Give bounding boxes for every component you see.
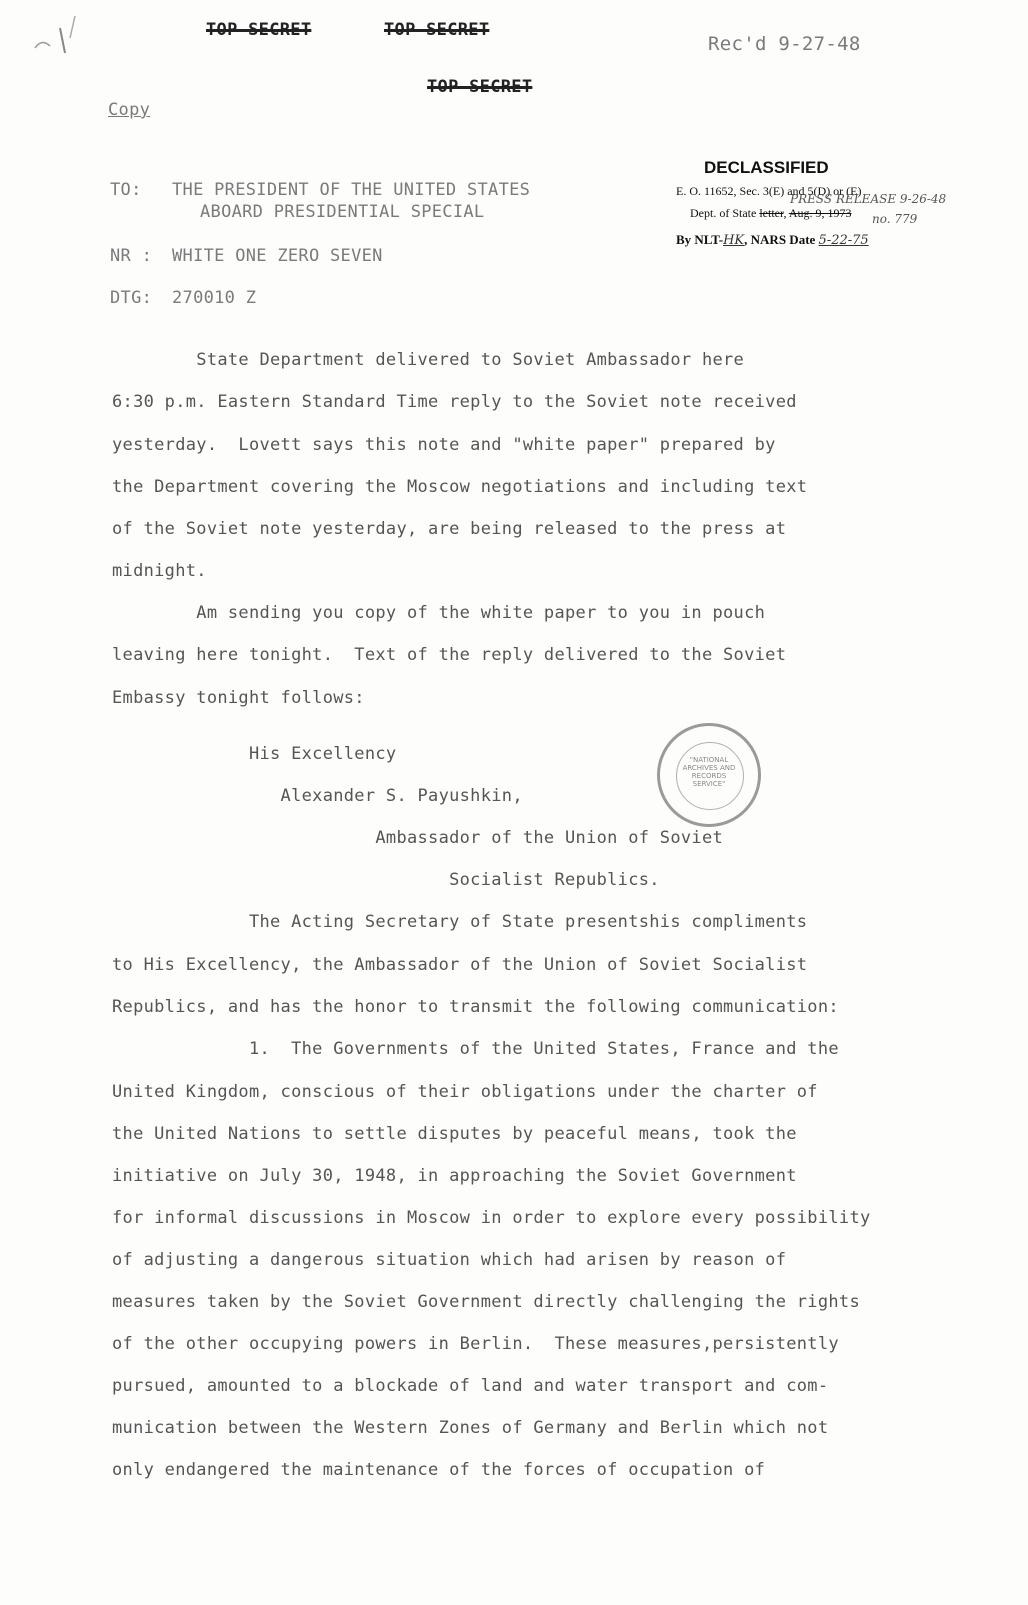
body-line: Alexander S. Payushkin,	[112, 786, 523, 806]
body-line: the United Nations to settle disputes by peaceful means, took the	[112, 1124, 797, 1144]
declassified-stamp-dept-line: Dept. of State letter, Aug. 9, 1973	[690, 206, 852, 220]
classification-mark-center: TOP SECRET	[427, 77, 533, 97]
body-line: the Department covering the Moscow negotiations and including text	[112, 477, 808, 497]
body-line: Socialist Republics.	[112, 870, 660, 890]
dtg-label: DTG:	[110, 288, 153, 308]
body-line: State Department delivered to Soviet Ambassador here	[112, 350, 745, 370]
body-line: of the other occupying powers in Berlin. These measures,persistently	[112, 1334, 839, 1354]
body-line: munication between the Western Zones of Germany and Berlin which not	[112, 1418, 829, 1438]
to-label: TO:	[110, 180, 142, 200]
dtg-value: 270010 Z	[172, 288, 257, 308]
body-line: The Acting Secretary of State presentshis compliments	[112, 912, 808, 932]
classification-mark-left: TOP SECRET	[206, 20, 312, 40]
body-line: 1. The Governments of the United States, France and the	[112, 1039, 839, 1059]
declassified-stamp-reviewer-line: By NLT-HK, NARS Date 5-22-75	[676, 232, 869, 248]
body-line: Republics, and has the honor to transmit the following communication:	[112, 997, 839, 1017]
archives-seal-icon	[657, 723, 761, 827]
handwritten-release-number: no. 779	[872, 212, 918, 226]
body-line: to His Excellency, the Ambassador of the Union of Soviet Socialist	[112, 955, 808, 975]
received-date: Rec'd 9-27-48	[708, 33, 861, 55]
body-line: His Excellency	[112, 744, 397, 764]
body-line: of the Soviet note yesterday, are being released to the press at	[112, 519, 787, 539]
nr-value: WHITE ONE ZERO SEVEN	[172, 246, 383, 266]
body-line: 6:30 p.m. Eastern Standard Time reply to the Soviet note received	[112, 392, 797, 412]
classification-mark-right: TOP SECRET	[384, 20, 490, 40]
to-line-2: ABOARD PRESIDENTIAL SPECIAL	[200, 202, 485, 222]
declassified-stamp-title: DECLASSIFIED	[704, 158, 829, 177]
body-line: for informal discussions in Moscow in order to explore every possibility	[112, 1208, 871, 1228]
body-line: of adjusting a dangerous situation which had arisen by reason of	[112, 1250, 787, 1270]
to-line-1: THE PRESIDENT OF THE UNITED STATES	[172, 180, 531, 200]
body-line: leaving here tonight. Text of the reply delivered to the Soviet	[112, 645, 787, 665]
nr-label: NR :	[110, 246, 153, 266]
body-line: United Kingdom, conscious of their obligations under the charter of	[112, 1082, 818, 1102]
body-line: only endangered the maintenance of the forces of occupation of	[112, 1460, 766, 1480]
body-line: initiative on July 30, 1948, in approaching the Soviet Government	[112, 1166, 797, 1186]
declassified-stamp-authority: E. O. 11652, Sec. 3(E) and 5(D) or (E)	[676, 184, 862, 198]
body-line: Ambassador of the Union of Soviet	[112, 828, 724, 848]
body-line: midnight.	[112, 561, 207, 581]
body-line: yesterday. Lovett says this note and "white paper" prepared by	[112, 435, 776, 455]
body-line: Embassy tonight follows:	[112, 688, 365, 708]
body-line: Am sending you copy of the white paper to you in pouch	[112, 603, 766, 623]
margin-scribble-icon	[30, 8, 100, 58]
handwritten-press-release: PRESS RELEASE 9-26-48	[790, 192, 947, 206]
body-line: measures taken by the Soviet Government directly challenging the rights	[112, 1292, 860, 1312]
archives-seal-text: "NATIONAL ARCHIVES AND RECORDS SERVICE"	[682, 756, 736, 788]
body-line: pursued, amounted to a blockade of land and water transport and com-	[112, 1376, 829, 1396]
copy-label: Copy	[108, 100, 151, 120]
